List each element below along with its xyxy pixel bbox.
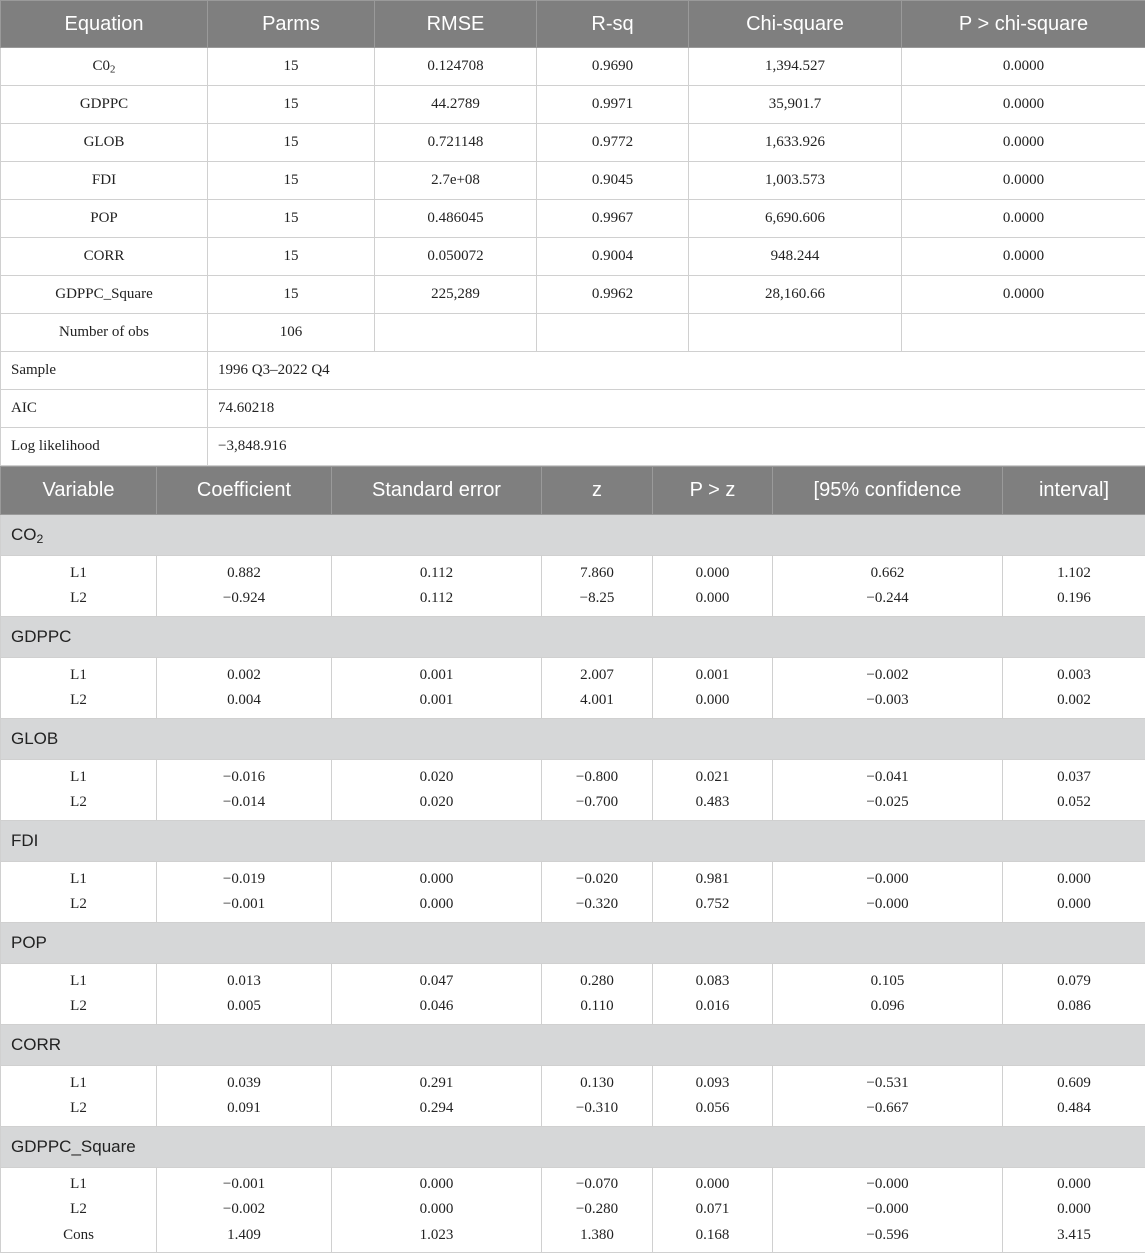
cell-p: 0.0000 <box>902 124 1145 162</box>
value-lo: −0.000 <box>866 896 909 912</box>
value-p: 0.093 <box>695 1074 730 1091</box>
column-p <box>653 1168 773 1253</box>
coef-header-row <box>1 467 1145 515</box>
value-se: 0.001 <box>419 692 454 708</box>
column-hi <box>1003 964 1145 1025</box>
summary-label: AIC <box>1 390 208 428</box>
column-z <box>542 1168 653 1253</box>
value-var: L2 <box>70 692 87 708</box>
group-name-cell <box>1 617 1145 658</box>
cell-parms: 15 <box>208 200 375 238</box>
column-p <box>653 556 773 617</box>
value-se: 0.047 <box>419 972 454 989</box>
column-lo <box>773 556 1003 617</box>
group-header-row <box>1 821 1145 862</box>
value-se: 0.000 <box>419 870 454 887</box>
value-p: 0.168 <box>695 1226 730 1243</box>
value-coef: 0.005 <box>227 998 261 1014</box>
cell-parms: 15 <box>208 162 375 200</box>
value-se: 0.000 <box>419 896 454 912</box>
equation-name: GDPPC_Square <box>55 286 153 302</box>
column-lo <box>773 1066 1003 1127</box>
column-var <box>1 1168 157 1253</box>
value-coef: −0.001 <box>222 896 266 912</box>
value-coef: 0.091 <box>227 1100 261 1116</box>
value-var: L1 <box>70 1074 87 1091</box>
header-p-z: P > z <box>653 467 773 515</box>
column-lo <box>773 964 1003 1025</box>
group-name: GDPPC_Square <box>11 1137 136 1156</box>
value-lo: −0.000 <box>866 870 909 887</box>
cell-parms: 15 <box>208 124 375 162</box>
cell-rsq: 0.9971 <box>537 86 689 124</box>
group-name: POP <box>11 933 47 952</box>
value-z: −8.25 <box>579 590 615 606</box>
value-var: L2 <box>70 794 87 810</box>
group-name-subscript: 2 <box>36 532 44 547</box>
column-z <box>542 556 653 617</box>
group-name: CORR <box>11 1035 62 1054</box>
value-hi: 0.484 <box>1057 1100 1091 1116</box>
value-hi: 3.415 <box>1057 1226 1091 1243</box>
equation-cell <box>1 48 208 86</box>
value-coef: 0.013 <box>227 972 261 989</box>
value-lo: 0.105 <box>870 972 905 989</box>
value-var: Cons <box>63 1226 94 1243</box>
group-name: CO <box>11 525 37 544</box>
column-se <box>332 1168 542 1253</box>
column-z <box>542 760 653 821</box>
table-row <box>1 200 1145 238</box>
value-z: −0.310 <box>575 1100 619 1116</box>
equation-cell <box>1 124 208 162</box>
value-var: L2 <box>70 998 87 1014</box>
header-standard-error: Standard error <box>332 467 542 515</box>
group-name-cell <box>1 515 1145 556</box>
value-coef: 0.882 <box>227 564 261 581</box>
column-se <box>332 658 542 719</box>
summary-row <box>1 352 1145 390</box>
group-values-row <box>1 760 1145 821</box>
table-row <box>1 124 1145 162</box>
column-se <box>332 1066 542 1127</box>
obs-label: Number of obs <box>1 314 208 352</box>
group-values-row <box>1 1168 1145 1253</box>
value-z: −0.800 <box>575 768 619 785</box>
value-var: L1 <box>70 666 87 683</box>
value-coef: −0.016 <box>222 768 266 785</box>
column-var <box>1 862 157 923</box>
cell-chi: 1,394.527 <box>689 48 902 86</box>
group-name: GDPPC <box>11 627 72 646</box>
value-var: L1 <box>70 972 87 989</box>
column-var <box>1 760 157 821</box>
column-hi <box>1003 658 1145 719</box>
column-se <box>332 862 542 923</box>
equation-name: POP <box>90 210 118 226</box>
value-p: 0.056 <box>695 1100 730 1116</box>
value-hi: 0.086 <box>1057 998 1091 1014</box>
value-lo: −0.596 <box>866 1226 909 1243</box>
value-hi: 1.102 <box>1057 564 1091 581</box>
group-name-cell <box>1 821 1145 862</box>
value-z: 0.280 <box>580 972 614 989</box>
value-hi: 0.000 <box>1057 1201 1091 1218</box>
header-coefficient: Coefficient <box>157 467 332 515</box>
value-coef: −0.001 <box>222 1175 266 1192</box>
group-values-row <box>1 862 1145 923</box>
column-coef <box>157 556 332 617</box>
value-se: 0.020 <box>419 768 454 785</box>
value-hi: 0.196 <box>1057 590 1091 606</box>
value-p: 0.000 <box>695 564 730 581</box>
column-p <box>653 862 773 923</box>
equation-cell <box>1 238 208 276</box>
column-lo <box>773 658 1003 719</box>
value-p: 0.000 <box>695 692 730 708</box>
column-se <box>332 760 542 821</box>
value-z: 0.130 <box>580 1074 614 1091</box>
cell-rsq: 0.9967 <box>537 200 689 238</box>
cell-chi: 948.244 <box>689 238 902 276</box>
column-coef <box>157 862 332 923</box>
column-z <box>542 1066 653 1127</box>
value-lo: −0.003 <box>866 692 909 708</box>
value-se: 0.000 <box>419 1175 454 1192</box>
equation-name: CORR <box>83 248 125 264</box>
cell-rmse: 0.050072 <box>375 238 537 276</box>
column-lo <box>773 1168 1003 1253</box>
value-lo: −0.667 <box>866 1100 909 1116</box>
column-coef <box>157 964 332 1025</box>
group-header-row <box>1 1127 1145 1168</box>
group-header-row <box>1 1025 1145 1066</box>
group-header-row <box>1 923 1145 964</box>
value-coef: −0.014 <box>222 794 266 810</box>
value-hi: 0.000 <box>1057 870 1091 887</box>
cell-parms: 15 <box>208 276 375 314</box>
column-hi <box>1003 1168 1145 1253</box>
value-coef: 0.004 <box>227 692 261 708</box>
value-z: −0.020 <box>575 870 619 887</box>
column-hi <box>1003 760 1145 821</box>
fit-header-row <box>1 1 1145 48</box>
empty-cell <box>537 314 689 352</box>
table-row <box>1 162 1145 200</box>
cell-chi: 1,003.573 <box>689 162 902 200</box>
value-coef: 0.039 <box>227 1074 261 1091</box>
value-hi: 0.003 <box>1057 666 1091 683</box>
value-coef: 0.002 <box>227 666 261 683</box>
cell-chi: 1,633.926 <box>689 124 902 162</box>
empty-cell <box>902 314 1145 352</box>
column-var <box>1 658 157 719</box>
value-coef: −0.924 <box>222 590 266 606</box>
group-name: GLOB <box>11 729 59 748</box>
value-hi: 0.037 <box>1057 768 1091 785</box>
obs-row <box>1 314 1145 352</box>
value-lo: −0.041 <box>866 768 909 785</box>
value-se: 1.023 <box>419 1226 454 1243</box>
summary-value: 1996 Q3–2022 Q4 <box>208 352 1145 390</box>
group-values-row <box>1 658 1145 719</box>
column-p <box>653 760 773 821</box>
value-z: 4.001 <box>580 692 614 708</box>
value-z: −0.320 <box>575 896 619 912</box>
value-var: L2 <box>70 1100 87 1116</box>
header-equation: Equation <box>1 1 208 48</box>
value-lo: −0.244 <box>866 590 909 606</box>
column-var <box>1 1066 157 1127</box>
group-header-row <box>1 515 1145 556</box>
group-name: FDI <box>11 831 39 850</box>
header-confidence-high: interval] <box>1003 467 1145 515</box>
value-p: 0.483 <box>695 794 730 810</box>
cell-chi: 6,690.606 <box>689 200 902 238</box>
value-p: 0.083 <box>695 972 730 989</box>
equation-cell <box>1 162 208 200</box>
column-coef <box>157 1168 332 1253</box>
group-name-cell <box>1 719 1145 760</box>
value-p: 0.021 <box>695 768 730 785</box>
summary-value: −3,848.916 <box>208 428 1145 466</box>
column-se <box>332 964 542 1025</box>
cell-rsq: 0.9004 <box>537 238 689 276</box>
column-var <box>1 556 157 617</box>
value-se: 0.112 <box>419 564 454 581</box>
value-se: 0.112 <box>419 590 454 606</box>
value-coef: −0.002 <box>222 1201 266 1218</box>
cell-rmse: 0.486045 <box>375 200 537 238</box>
value-p: 0.001 <box>695 666 730 683</box>
header-z: z <box>542 467 653 515</box>
summary-row <box>1 390 1145 428</box>
column-hi <box>1003 556 1145 617</box>
equation-name: C0 <box>92 58 111 74</box>
header-parms: Parms <box>208 1 375 48</box>
value-hi: 0.052 <box>1057 794 1091 810</box>
value-lo: 0.096 <box>870 998 905 1014</box>
value-p: 0.000 <box>695 1175 730 1192</box>
value-var: L2 <box>70 896 87 912</box>
cell-p: 0.0000 <box>902 48 1145 86</box>
equation-name: GLOB <box>83 134 125 150</box>
value-lo: −0.002 <box>866 666 909 683</box>
group-values-row <box>1 964 1145 1025</box>
header-p-chi-square: P > chi-square <box>902 1 1145 48</box>
column-p <box>653 964 773 1025</box>
value-var: L2 <box>70 590 87 606</box>
coefficient-table <box>0 466 1145 1253</box>
value-coef: −0.019 <box>222 870 266 887</box>
table-row <box>1 48 1145 86</box>
value-z: −0.070 <box>575 1175 619 1192</box>
model-fit-table <box>0 0 1145 466</box>
cell-chi: 35,901.7 <box>689 86 902 124</box>
cell-rmse: 44.2789 <box>375 86 537 124</box>
value-hi: 0.000 <box>1057 896 1091 912</box>
equation-name: FDI <box>91 172 117 188</box>
value-z: 0.110 <box>580 998 614 1014</box>
cell-rsq: 0.9690 <box>537 48 689 86</box>
value-p: 0.752 <box>695 896 730 912</box>
value-z: 2.007 <box>580 666 614 683</box>
cell-rsq: 0.9045 <box>537 162 689 200</box>
value-se: 0.046 <box>419 998 454 1014</box>
column-lo <box>773 760 1003 821</box>
equation-cell <box>1 86 208 124</box>
cell-parms: 15 <box>208 86 375 124</box>
cell-rsq: 0.9772 <box>537 124 689 162</box>
value-var: L1 <box>70 1175 87 1192</box>
value-z: −0.280 <box>575 1201 619 1218</box>
value-z: 7.860 <box>580 564 614 581</box>
value-se: 0.001 <box>419 666 454 683</box>
value-lo: 0.662 <box>870 564 905 581</box>
value-se: 0.291 <box>419 1074 454 1091</box>
cell-p: 0.0000 <box>902 200 1145 238</box>
column-z <box>542 862 653 923</box>
table-row <box>1 238 1145 276</box>
header-chi-square: Chi-square <box>689 1 902 48</box>
group-name-cell <box>1 923 1145 964</box>
column-coef <box>157 760 332 821</box>
cell-chi: 28,160.66 <box>689 276 902 314</box>
value-lo: −0.025 <box>866 794 909 810</box>
cell-rsq: 0.9962 <box>537 276 689 314</box>
value-z: 1.380 <box>580 1226 614 1243</box>
group-values-row <box>1 1066 1145 1127</box>
header-confidence-low: [95% confidence <box>773 467 1003 515</box>
column-coef <box>157 658 332 719</box>
value-hi: 0.609 <box>1057 1074 1091 1091</box>
summary-label: Log likelihood <box>1 428 208 466</box>
column-z <box>542 658 653 719</box>
value-lo: −0.531 <box>866 1074 909 1091</box>
equation-cell <box>1 276 208 314</box>
cell-rmse: 2.7e+08 <box>375 162 537 200</box>
summary-row <box>1 428 1145 466</box>
value-hi: 0.000 <box>1057 1175 1091 1192</box>
column-lo <box>773 862 1003 923</box>
column-z <box>542 964 653 1025</box>
value-z: −0.700 <box>575 794 619 810</box>
value-se: 0.020 <box>419 794 454 810</box>
value-var: L1 <box>70 564 87 581</box>
value-p: 0.016 <box>695 998 730 1014</box>
group-header-row <box>1 617 1145 658</box>
cell-rmse: 0.124708 <box>375 48 537 86</box>
column-hi <box>1003 1066 1145 1127</box>
column-hi <box>1003 862 1145 923</box>
equation-name: GDPPC <box>79 96 129 112</box>
header-rmse: RMSE <box>375 1 537 48</box>
value-p: 0.981 <box>695 870 730 887</box>
value-lo: −0.000 <box>866 1175 909 1192</box>
value-var: L1 <box>70 768 87 785</box>
cell-p: 0.0000 <box>902 276 1145 314</box>
header-variable: Variable <box>1 467 157 515</box>
group-name-cell <box>1 1127 1145 1168</box>
value-var: L2 <box>70 1201 87 1218</box>
column-p <box>653 1066 773 1127</box>
value-hi: 0.079 <box>1057 972 1091 989</box>
value-hi: 0.002 <box>1057 692 1091 708</box>
cell-p: 0.0000 <box>902 162 1145 200</box>
table-row <box>1 86 1145 124</box>
header-rsq: R-sq <box>537 1 689 48</box>
cell-rmse: 225,289 <box>375 276 537 314</box>
value-se: 0.294 <box>419 1100 454 1116</box>
value-coef: 1.409 <box>227 1226 261 1243</box>
column-var <box>1 964 157 1025</box>
empty-cell <box>375 314 537 352</box>
summary-value: 74.60218 <box>208 390 1145 428</box>
cell-parms: 15 <box>208 238 375 276</box>
obs-value: 106 <box>208 314 375 352</box>
value-var: L1 <box>70 870 87 887</box>
column-se <box>332 556 542 617</box>
equation-cell <box>1 200 208 238</box>
column-coef <box>157 1066 332 1127</box>
cell-p: 0.0000 <box>902 238 1145 276</box>
summary-label: Sample <box>1 352 208 390</box>
group-name-cell <box>1 1025 1145 1066</box>
value-lo: −0.000 <box>866 1201 909 1218</box>
table-row <box>1 276 1145 314</box>
group-values-row <box>1 556 1145 617</box>
group-header-row <box>1 719 1145 760</box>
equation-subscript: 2 <box>110 63 116 76</box>
value-p: 0.071 <box>695 1201 730 1218</box>
value-se: 0.000 <box>419 1201 454 1218</box>
cell-rmse: 0.721148 <box>375 124 537 162</box>
column-p <box>653 658 773 719</box>
cell-parms: 15 <box>208 48 375 86</box>
value-p: 0.000 <box>695 590 730 606</box>
cell-p: 0.0000 <box>902 86 1145 124</box>
empty-cell <box>689 314 902 352</box>
